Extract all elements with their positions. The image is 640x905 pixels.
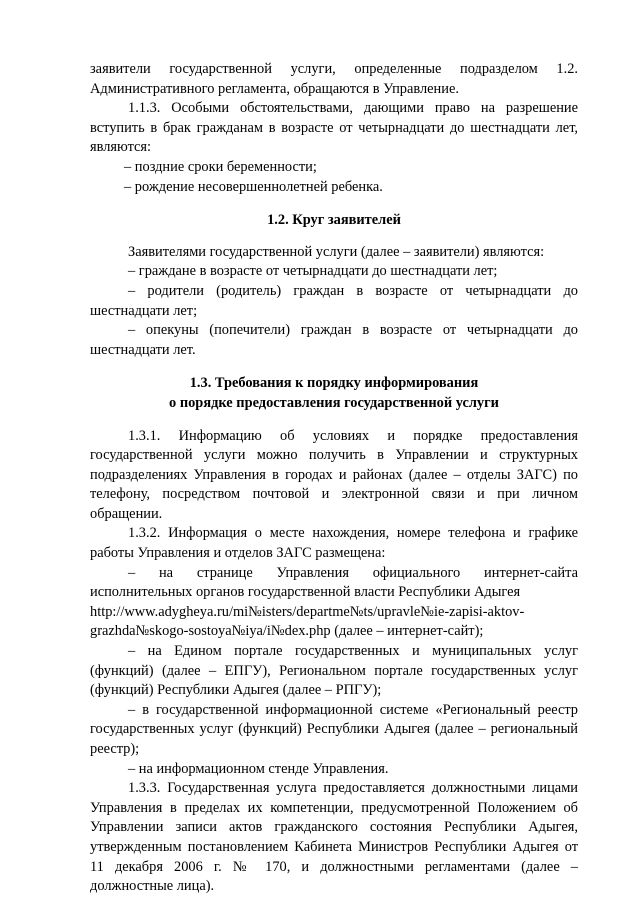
list-item-place-4: – на информационном стенде Управления.	[128, 760, 389, 777]
list-item-place-3: – в государственной информационной системе «Региональный реестр государственных услуг (функций) Республики Адыгея (далее – региональный реестр);	[90, 701, 578, 757]
paragraph-1-3-3: 1.3.3. Государственная услуга предоставляется должностными лицами Управления в пределах их компетенции, предусмотренной Положением об Управлении записи актов гражданского состояния Республики Адыгея, утвержденным постановлением Кабинета Министров Республики Адыгея от 11 декабря 2006 г. № 170, и должностными регламентами (далее – должностные лица).	[90, 780, 578, 895]
applicants-intro: Заявителями государственной услуги (далее – заявители) являются:	[128, 243, 545, 260]
heading-1-3-line1: 1.3. Требования к порядку информирования	[189, 375, 479, 392]
list-item-place-1: – на странице Управления официального интернет-сайта исполнительных органов государственной власти Республики Адыгея	[90, 564, 578, 601]
website-url: http://www.adygheya.ru/mi№isters/departme№ts/upravle№ie-zapisi-aktov-grazhda№skogo-sostoya№iya/i№dex.php (далее – интернет-сайт);	[90, 603, 525, 640]
heading-1-2: 1.2. Круг заявителей	[267, 212, 401, 229]
list-item-applicant-2: – родители (родитель) граждан в возрасте от четырнадцати до шестнадцати лет;	[90, 282, 578, 319]
paragraph-1-3-1: 1.3.1. Информацию об условиях и порядке предоставления государственной услуги можно получить в Управлении и структурных подразделениях Управления в городах и районах (далее – отделы ЗАГС) по телефону, посредством почтовой и электронной связи и при личном обращении.	[90, 427, 578, 522]
heading-1-3-line2: о порядке предоставления государственной услуги	[169, 394, 499, 411]
paragraph-1-1-3: 1.1.3. Особыми обстоятельствами, дающими право на разрешение вступить в брак гражданам в возрасте от четырнадцати до шестнадцати лет, являются:	[90, 100, 578, 156]
paragraph-1-3-2: 1.3.2. Информация о месте нахождения, номере телефона и графике работы Управления и отделов ЗАГС размещена:	[90, 525, 578, 562]
list-item-applicant-1: – граждане в возрасте от четырнадцати до шестнадцати лет;	[128, 263, 498, 280]
intro-paragraph: заявители государственной услуги, определенные подразделом 1.2. Административного регламента, обращаются в Управление.	[90, 61, 578, 97]
list-item-circumstance-1: – поздние сроки беременности;	[124, 158, 317, 175]
list-item-circumstance-2: – рождение несовершеннолетней ребенка.	[124, 178, 383, 195]
list-item-applicant-3: – опекуны (попечители) граждан в возрасте от четырнадцати до шестнадцати лет.	[90, 322, 578, 358]
list-item-place-2: – на Едином портале государственных и муниципальных услуг (функций) (далее – ЕПГУ), Региональном портале государственных услуг (функций) Республики Адыгея (далее – РПГУ);	[90, 643, 578, 699]
